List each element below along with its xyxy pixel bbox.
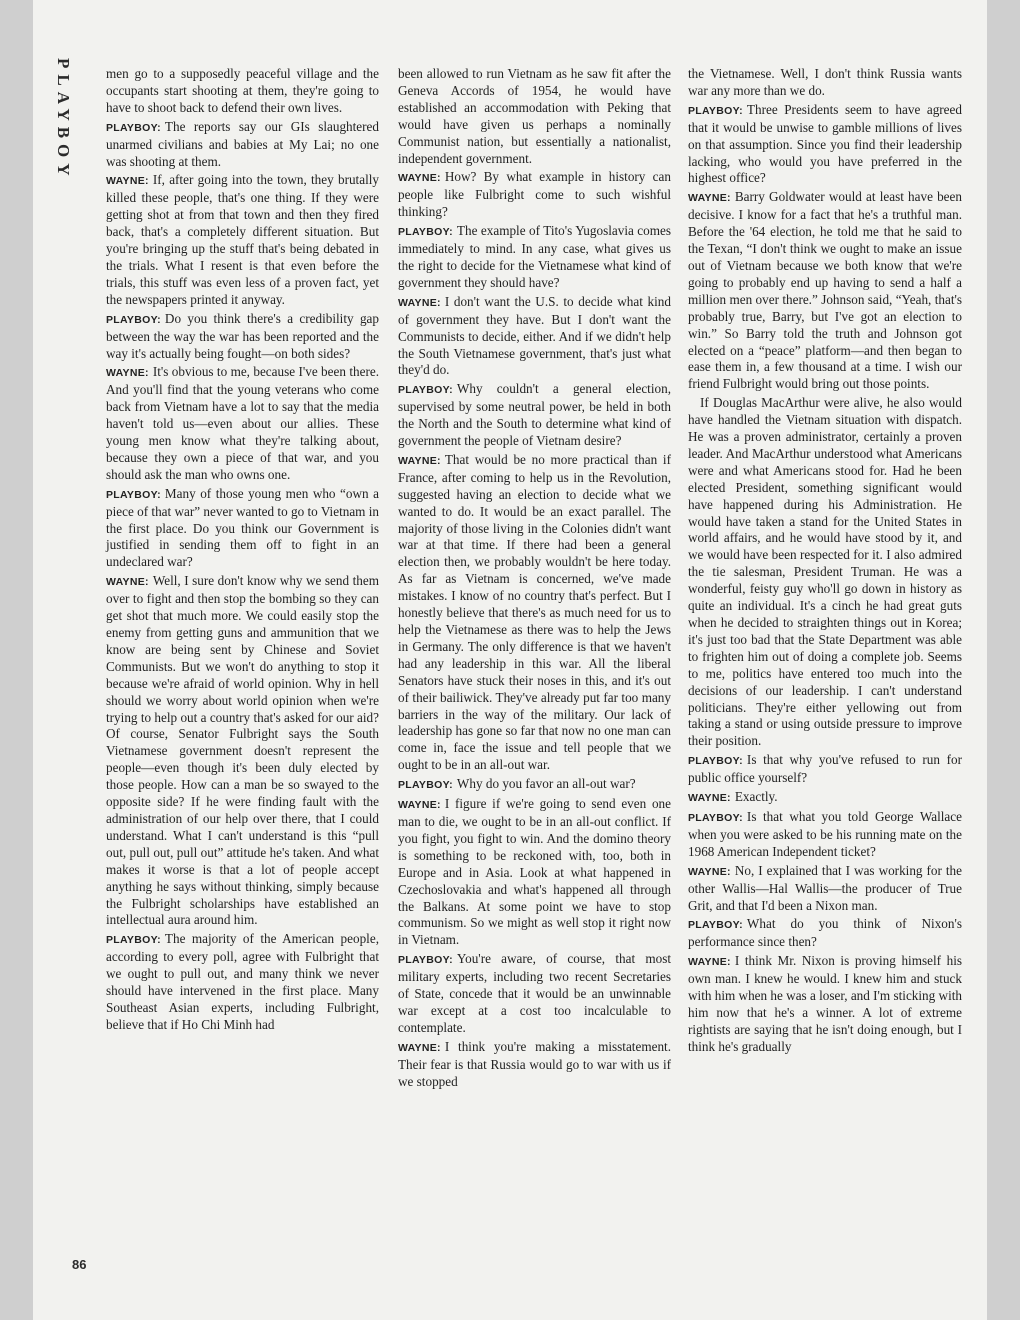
paragraph (398, 381, 671, 450)
speaker-label: WAYNE: (106, 367, 149, 380)
paragraph-text: How? By what example in history can people like Fulbright come to such wishful thinking? (398, 169, 671, 220)
paragraph-text: Do you think there's a credibility gap between the way the war has been reported and the way it's actually being fought—on both sides? (106, 310, 379, 361)
masthead-text: PLAYBOY (54, 58, 73, 182)
paragraph-text: Barry Goldwater would at least have been decisive. I know for a fact that he's a truthful man. Before the '64 election, he told me that he said to the Texan, “I don't think we ought to make an issue out of Vietnam because we both know that we're going to probably end up having to send a half a million men over there.” Johnson said, “Yeah, that's probably true, Barry, but I've got an election to win.” So Barry told the truth and Johnson got elected on a “peace” platform—and then began to ease them in, a few thousand at a time. I wish our friend Fulbright would bring out those points. (688, 189, 962, 392)
speaker-label: PLAYBOY: (398, 954, 453, 967)
paragraph (106, 172, 379, 308)
paragraph (106, 573, 379, 929)
speaker-label: WAYNE: (398, 799, 441, 812)
speaker-label: WAYNE: (106, 576, 149, 589)
paragraph (398, 294, 671, 380)
speaker-label: PLAYBOY: (106, 121, 161, 134)
paragraph-text: What do you think of Nixon's performance since then? (688, 916, 962, 950)
paragraph (106, 119, 379, 171)
speaker-label: PLAYBOY: (688, 811, 743, 824)
text-column-1 (106, 66, 379, 1036)
paragraph-text: been allowed to run Vietnam as he saw fit after the Geneva Accords of 1954, he would have established an accommodation with Peking that would have given us perhaps a nominally Communist nation, but essentially a nationalist, independent government. (398, 66, 671, 166)
paragraph (398, 66, 671, 167)
speaker-label: WAYNE: (688, 192, 731, 205)
paragraph-text: You're aware, of course, that most military experts, including two recent Secretaries of State, concede that it would be an unwinnable war except at a cost too incalculable to contemplate. (398, 951, 671, 1035)
speaker-label: WAYNE: (688, 792, 731, 805)
paragraph (688, 916, 962, 951)
page-number: 86 (72, 1257, 87, 1272)
paragraph (106, 311, 379, 363)
paragraph (688, 66, 962, 100)
paragraph (688, 789, 962, 807)
paragraph (688, 809, 962, 861)
paragraph (106, 66, 379, 117)
speaker-label: PLAYBOY: (106, 313, 161, 326)
speaker-label: WAYNE: (398, 454, 441, 467)
paragraph (688, 395, 962, 750)
paragraph (106, 486, 379, 572)
paragraph (398, 776, 671, 794)
paragraph-text: I think you're making a misstatement. Their fear is that Russia would go to war with us if we stopped (398, 1038, 671, 1089)
speaker-label: PLAYBOY: (688, 919, 743, 932)
speaker-label: PLAYBOY: (106, 488, 161, 501)
speaker-label: PLAYBOY: (398, 226, 453, 239)
speaker-label: WAYNE: (398, 296, 441, 309)
paragraph-text: Well, I sure don't know why we send them over to fight and then stop the bombing so they can get shot that much more. We could easily stop the enemy from getting guns and ammunition that we know are being sent by Chinese and Soviet Communists. But we won't do anything to stop it because we're afraid of world opinion. Why in hell should we worry about world opinion when we're trying to help out a country that's asked for our aid? Of course, Senator Fulbright says the South Vietnamese government doesn't represent the people—even though it's been duly elected by those people. How can a man be so swayed to the opposite side? If he were finding fault with the administration of our help over there, that I could understand. What I can't understand is this “pull out, pull out, pull out” attitude he's taken. And what makes it worse is that a lot of people accept anything he says without thinking, simply because the Fulbright scholarships have established an intellectual aura around him. (106, 573, 379, 928)
paragraph-text: It's obvious to me, because I've been there. And you'll find that the young veterans who come back from Vietnam have a lot to say that the media haven't told us—even about our allies. These young men know what they're talking about, because they own a piece of that war, and you should ask the man who owns one. (106, 364, 379, 482)
paragraph (398, 1039, 671, 1091)
paragraph-text: If Douglas MacArthur were alive, he also would have handled the Vietnam situation with dispatch. He was a proven administrator, certainly a proven leader. And MacArthur understood what Americans were and what Americans stood for. Had he been elected President, something significant would have happened during his Administration. He would have taken a stand for the United States in world affairs, and he would have stood by it, and we would have been respected for it. I also admired the tie salesman, President Truman. He was a wonderful, feisty guy who'll go down in history as quite an individual. It's a cinch he had great guts when he decided to straighten things out in Korea; it's just too bad that the State Department was able to frighten him out of doing a complete job. Seems to me, politics have entered too much into the decisions of our leadership. I can't understand politicians. They're either yellowing out from taking a stand or using outside pressure to improve their position. (688, 395, 962, 749)
speaker-label: WAYNE: (688, 956, 731, 969)
speaker-label: WAYNE: (106, 175, 149, 188)
paragraph-text: That would be no more practical than if France, after coming to help us in the Revolution, suggested having an election to decide what we wanted to do. It would be an exact parallel. The majority of those living in the Colonies didn't want war at that time. If there had been a general election then, we probably wouldn't be here today. As far as Vietnam is concerned, we've made mistakes. I know of no country that's perfect. But I honestly believe that there's as much need for us to help the Vietnamese as there was to help the Jews in Germany. The only difference is that we haven't had any leadership in this war. All the liberal Senators have stuck their noses in this, and it's out of their bailiwick. They've already put far too many barriers in the way of the military. Our lack of leadership has gone so far that now no one man can come in, face the issue and tell people that we ought to be in an all-out war. (398, 451, 671, 773)
paragraph-text: men go to a supposedly peaceful village and the occupants start shooting at them, they're going to have to shoot back to defend their own lives. (106, 66, 379, 115)
paragraph-text: Three Presidents seem to have agreed that it would be unwise to gamble millions of lives on that assumption. Since you find their leadership lacking, who would you have preferred in the highest office? (688, 101, 962, 186)
paragraph (106, 364, 379, 483)
masthead-vertical (45, 58, 85, 218)
paragraph (398, 796, 671, 949)
paragraph-text: Why couldn't a general election, supervised by some neutral power, be held in both the North and the South to determine what kind of government the people of Vietnam desire? (398, 381, 671, 449)
paragraph (688, 102, 962, 188)
paragraph (688, 863, 962, 915)
paragraph-text: I think Mr. Nixon is proving himself his own man. I knew he would. I knew him and stuck with him when he was a loser, and I'm sticking with him now that he's a winner. A lot of extreme rightists are saying that he isn't doing enough, but I think he's gradually (688, 953, 962, 1054)
paragraph (106, 931, 379, 1033)
speaker-label: PLAYBOY: (106, 934, 161, 947)
paragraph-text: Many of those young men who “own a piece of that war” never wanted to go to Vietnam in the first place. Do you think our Government is justified in sending them off to fight in an undeclared war? (106, 485, 379, 570)
paragraph-text: The reports say our GIs slaughtered unarmed civilians and babies at My Lai; no one was shooting at them. (106, 118, 379, 169)
speaker-label: PLAYBOY: (398, 384, 453, 397)
paragraph (398, 169, 671, 221)
paragraph-text: I figure if we're going to send even one man to die, we ought to be in an all-out conflict. If you fight, you fight to win. And the domino theory is something to be reckoned with, too, both in Europe and in Asia. Look at what happened in Czechoslovakia and what's happened all through the Balkans. At some point we have to stop communism. So we might as well stop it right now in Vietnam. (398, 796, 671, 948)
paragraph-text: Is that why you've refused to run for public office yourself? (688, 752, 962, 786)
paragraph-text: No, I explained that I was working for the other Wallis—Hal Wallis—the producer of True Grit, and that I'd been a Nixon man. (688, 862, 962, 913)
speaker-label: WAYNE: (398, 1041, 441, 1054)
paragraph-text: the Vietnamese. Well, I don't think Russia wants war any more than we do. (688, 66, 962, 98)
paragraph-text: Why do you favor an all-out war? (456, 776, 636, 792)
paragraph-text: Exactly. (734, 789, 778, 805)
paragraph (398, 951, 671, 1037)
text-column-3 (688, 66, 962, 1058)
speaker-label: WAYNE: (688, 865, 731, 878)
paragraph-text: The example of Tito's Yugoslavia comes immediately to mind. In any case, what gives us the right to decide for the Vietnamese what kind of government they should have? (398, 223, 671, 290)
speaker-label: PLAYBOY: (688, 755, 743, 768)
paragraph-text: If, after going into the town, they brutally killed these people, that's one thing. If they were getting shot at from that town and then they fired back, that's a completely different situation. But you're bringing up the stuff that's being debated in the trials. What I resent is that even before the trials, this stuff was even less of a proven fact, yet the newspapers printed it anyway. (106, 172, 379, 307)
speaker-label: PLAYBOY: (398, 779, 453, 792)
paragraph-text: The majority of the American people, according to every poll, agree with Fulbright that we ought to pull out, and many think we never should have intervened in the first place. Many Southeast Asian experts, including Fulbright, believe that if Ho Chi Minh had (106, 931, 379, 1032)
speaker-label: PLAYBOY: (688, 104, 743, 117)
paragraph (688, 752, 962, 787)
paragraph (688, 189, 962, 393)
paragraph-text: I don't want the U.S. to decide what kind of government they have. But I don't want the Communists to decide, either. And if we didn't help the South Vietnamese government, that's just what they'd do. (398, 293, 671, 378)
text-column-2 (398, 66, 671, 1092)
paragraph-text: Is that what you told George Wallace when you were asked to be his running mate on the 1968 American Independent ticket? (688, 808, 962, 859)
paragraph (398, 223, 671, 292)
paragraph (688, 953, 962, 1055)
speaker-label: WAYNE: (398, 172, 441, 185)
paragraph (398, 452, 671, 774)
